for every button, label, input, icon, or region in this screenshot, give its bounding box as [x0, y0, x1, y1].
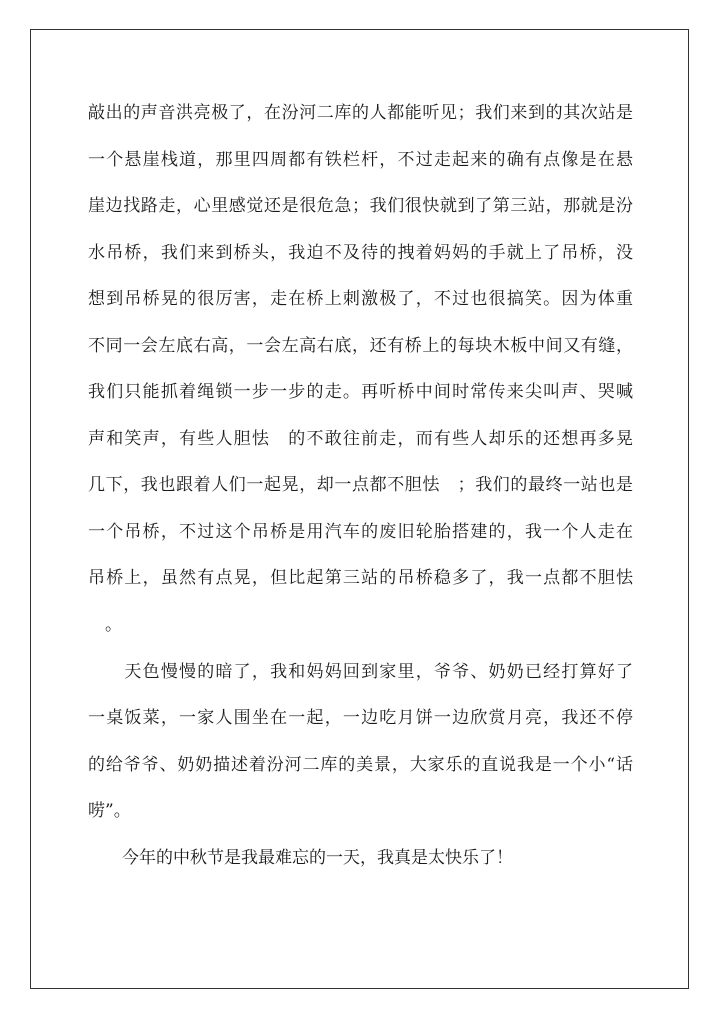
- text-line: 的给爷爷、奶奶描述着汾河二库的美景，大家乐的直说我是一个小“话: [88, 755, 633, 775]
- text-line: 想到吊桥晃的很厉害，走在桥上刺激极了，不过也很搞笑。因为体重: [88, 289, 633, 309]
- text-line: 不同一会左底右高，一会左高右底，还有桥上的每块木板中间又有缝，: [88, 336, 633, 356]
- text-line: 敲出的声音洪亮极了，在汾河二库的人都能听见；我们来到的其次站是: [88, 103, 633, 123]
- text-line: 一个悬崖栈道，那里四周都有铁栏杆，不过走起来的确有点像是在悬: [88, 150, 633, 170]
- text-line: 一桌饭菜，一家人围坐在一起，一边吃月饼一边欣赏月亮，我还不停: [88, 708, 633, 728]
- text-line: 天色慢慢的暗了，我和妈妈回到家里，爷爷、奶奶已经打算好了: [88, 662, 633, 682]
- text-line: 水吊桥，我们来到桥头，我迫不及待的拽着妈妈的手就上了吊桥，没: [88, 243, 633, 263]
- text-line: 崖边找路走，心里感觉还是很危急；我们很快就到了第三站，那就是汾: [88, 196, 633, 216]
- text-line: 声和笑声，有些人胆怯 的不敢往前走，而有些人却乐的还想再多晃: [88, 429, 633, 449]
- text-line: 我们只能抓着绳锁一步一步的走。再听桥中间时常传来尖叫声、哭喊: [88, 382, 633, 402]
- text-line: 吊桥上，虽然有点晃，但比起第三站的吊桥稳多了，我一点都不胆怯: [88, 568, 633, 588]
- text-line: 今年的中秋节是我最难忘的一天，我真是太快乐了！: [88, 848, 513, 868]
- text-line: 唠”。: [88, 801, 131, 821]
- text-line: 一个吊桥，不过这个吊桥是用汽车的废旧轮胎搭建的，我一个人走在: [88, 522, 633, 542]
- text-line: 几下，我也跟着人们一起晃，却一点都不胆怯 ；我们的最终一站也是: [88, 475, 633, 495]
- text-line: 。: [88, 615, 122, 635]
